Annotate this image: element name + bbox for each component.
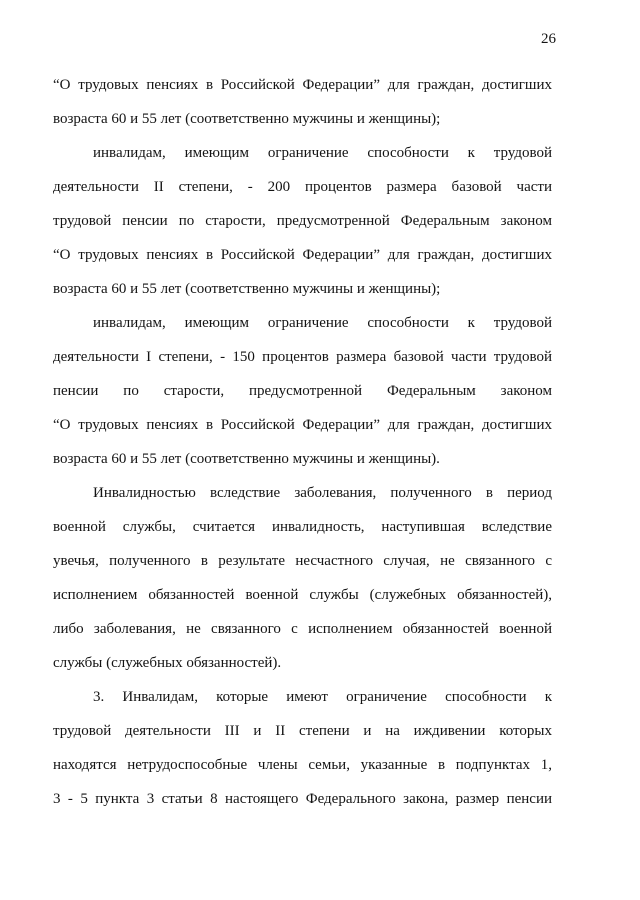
text-line: находятся нетрудоспособные члены семьи, указанные в подпунктах 1, [53, 757, 552, 773]
text-line: инвалидам, имеющим ограничение способности к трудовой [93, 145, 552, 161]
text-line: возраста 60 и 55 лет (соответственно мужчины и женщины). [53, 451, 440, 467]
paragraph [53, 68, 552, 136]
paragraph [53, 136, 552, 306]
text-line: увечья, полученного в результате несчастного случая, не связанного с [53, 553, 552, 569]
page-number: 26 [541, 31, 556, 47]
text-line: 3 - 5 пункта 3 статьи 8 настоящего Федерального закона, размер пенсии [53, 791, 552, 807]
paragraph [53, 306, 552, 476]
text-line: исполнением обязанностей военной службы (служебных обязанностей), [53, 587, 552, 603]
text-line: военной службы, считается инвалидность, наступившая вследствие [53, 519, 552, 535]
text-line: трудовой деятельности III и II степени и на иждивении которых [53, 723, 552, 739]
text-line: службы (служебных обязанностей). [53, 655, 282, 671]
text-line: трудовой пенсии по старости, предусмотренной Федеральным законом [53, 213, 552, 229]
text-line: Инвалидностью вследствие заболевания, полученного в период [93, 485, 552, 501]
document-body [53, 68, 552, 816]
text-line: пенсии по старости, предусмотренной Федеральным законом [53, 383, 552, 399]
text-line: “О трудовых пенсиях в Российской Федерации” для граждан, достигших [53, 417, 552, 433]
text-line: деятельности I степени, - 150 процентов размера базовой части трудовой [53, 349, 552, 365]
text-line: возраста 60 и 55 лет (соответственно мужчины и женщины); [53, 111, 441, 127]
text-line: “О трудовых пенсиях в Российской Федерации” для граждан, достигших [53, 77, 552, 93]
text-line: 3. Инвалидам, которые имеют ограничение способности к [93, 689, 552, 705]
text-line: “О трудовых пенсиях в Российской Федерации” для граждан, достигших [53, 247, 552, 263]
text-line: деятельности II степени, - 200 процентов размера базовой части [53, 179, 552, 195]
text-line: инвалидам, имеющим ограничение способности к трудовой [93, 315, 552, 331]
text-line: возраста 60 и 55 лет (соответственно мужчины и женщины); [53, 281, 441, 297]
paragraph [53, 680, 552, 816]
paragraph [53, 476, 552, 680]
text-line: либо заболевания, не связанного с исполнением обязанностей военной [53, 621, 552, 637]
